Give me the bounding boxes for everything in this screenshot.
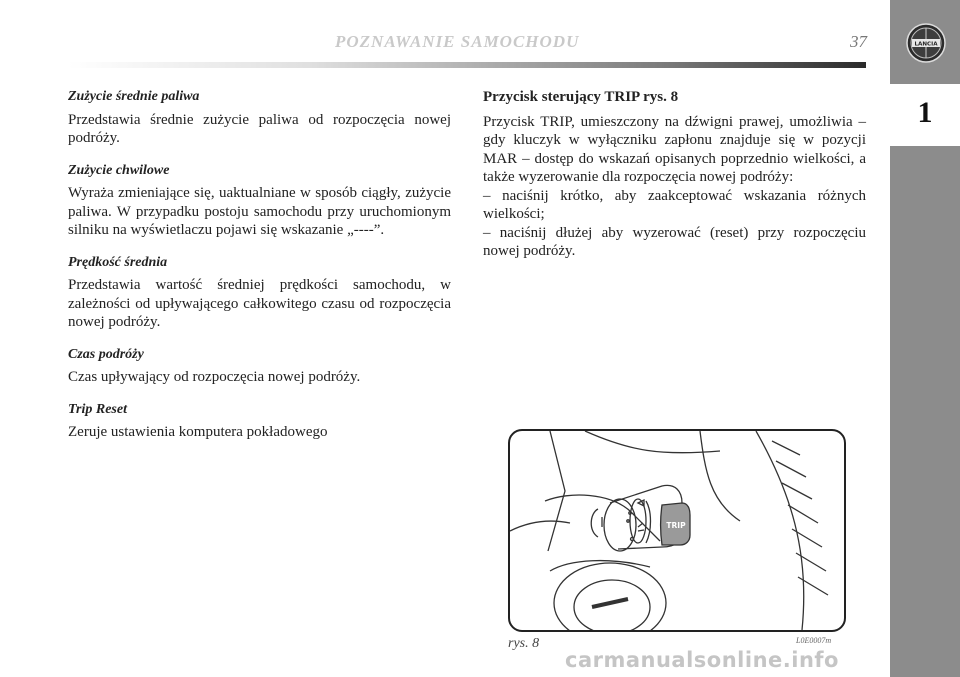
section-heading: Zużycie średnie paliwa (68, 89, 200, 104)
section-text: Przedstawia wartość średniej prędkości samochodu, w zależności od upływającego całkowitego czasu od rozpoczęcia nowej podróży. (68, 277, 451, 330)
left-column (68, 88, 451, 456)
section-text: Przedstawia średnie zużycie paliwa od rozpoczęcia nowej podróży. (68, 111, 451, 146)
running-header: POZNAWANIE SAMOCHODU (335, 32, 580, 51)
section-predkosc-srednia (68, 254, 451, 332)
header-rule (68, 62, 866, 68)
watermark: carmanualsonline.info (565, 648, 839, 672)
figure-label: rys. 8 (508, 636, 540, 651)
section-heading: Zużycie chwilowe (68, 162, 170, 178)
section-zuzycie-srednie (68, 88, 451, 148)
trip-lever-illustration (510, 431, 844, 630)
page-number: 37 (850, 32, 867, 51)
trip-paragraph: Przycisk TRIP, umieszczony na dźwigni prawej, umożliwia – gdy kluczyk w wyłączniku zapłonu znajduje się w pozycji MAR – dostęp do wskazań opisanych poprzednio wielkości, a także wyzerowanie dla rozpoczęcia nowej podróży: (483, 113, 866, 185)
figure-trip-lever (508, 429, 846, 632)
section-zuzycie-chwilowe (68, 162, 451, 240)
section-text: Czas upływający od rozpoczęcia nowej podróży. (68, 369, 361, 385)
section-czas-podrozy (68, 346, 451, 387)
trip-section-heading: Przycisk sterujący TRIP rys. 8 (483, 89, 679, 105)
svg-text:LANCIA: LANCIA (914, 41, 938, 48)
right-column (483, 88, 866, 261)
trip-bullet-long-press: – naciśnij dłużej aby wyzerować (reset) przy rozpoczęciu nowej podróży. (483, 224, 866, 259)
chapter-number: 1 (917, 96, 933, 129)
section-trip-reset (68, 401, 451, 442)
svg-text:TRIP: TRIP (666, 521, 686, 530)
trip-button-icon (661, 503, 691, 545)
section-heading: Czas podróży (68, 346, 144, 362)
section-text: Zeruje ustawienia komputera pokładowego (68, 424, 328, 440)
section-heading: Prędkość średnia (68, 254, 168, 270)
section-heading: Trip Reset (68, 401, 127, 417)
figure-code: L0E0007m (796, 636, 832, 645)
section-text: Wyraża zmieniające się, uaktualniane w sposób ciągły, zużycie paliwa. W przypadku postoju samochodu przy uruchomionym silniku na wyświetlaczu pojawi się wskazanie „----”. (68, 185, 451, 238)
trip-bullet-short-press: – naciśnij krótko, aby zaakceptować wskazania różnych wielkości; (483, 187, 866, 222)
lancia-logo-icon (906, 22, 946, 64)
